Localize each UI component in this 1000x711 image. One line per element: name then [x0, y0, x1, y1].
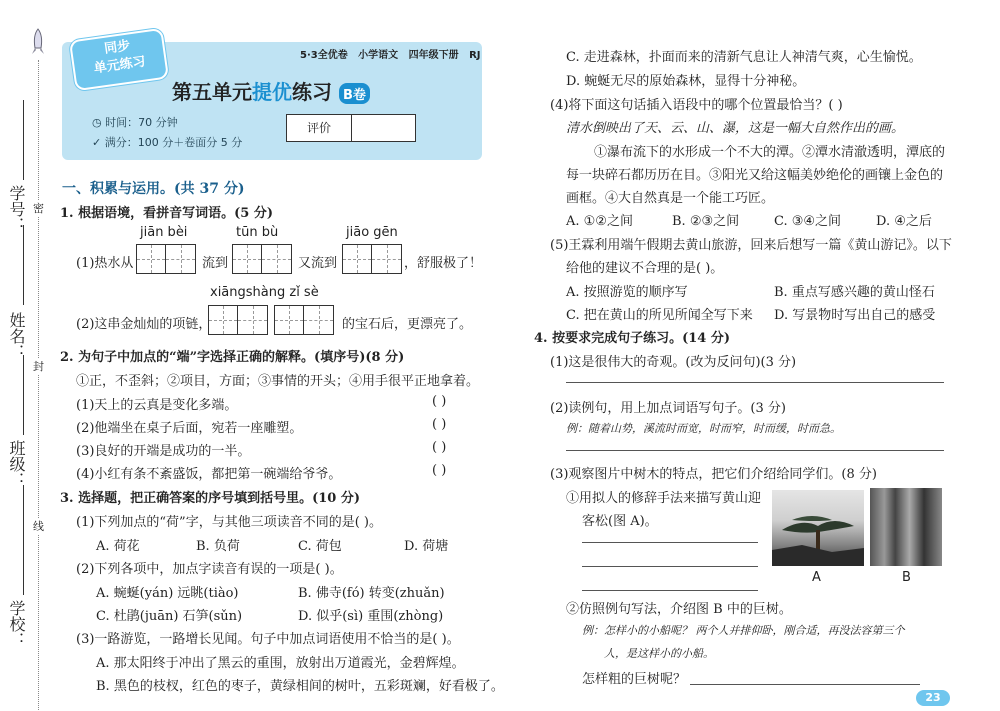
q3-2-question: (2)下列各项中，加点字读音有误的一项是( )。 [76, 562, 343, 577]
grade-name: 四年级下册 [408, 50, 459, 61]
q1-answer-boxes-2[interactable] [232, 244, 292, 274]
title-badge: B卷 [339, 83, 370, 104]
q3-4-quote: 清水倒映出了天、云、山、瀑，这是一幅大自然作出的画。 [566, 121, 905, 136]
q3-5-question-2: 给他的建议不合理的是( )。 [566, 261, 724, 276]
q3-2-option-c[interactable]: C. 杜鹃(juān) 石笋(sǔn) [96, 609, 243, 624]
q3-1-question: (1)下列加点的“荷”字，与其他三项读音不同的是( )。 [76, 515, 382, 530]
eval-field[interactable] [352, 115, 415, 141]
q4-3-2-example-2: 人，是这样小的小船。 [604, 647, 714, 660]
q4-3-1-line2: 客松(图 A)。 [582, 514, 658, 529]
q3-4-passage-3: 画框。④大自然真是一个能工巧匠。 [566, 191, 775, 206]
seal-mark-top: 密 [33, 202, 44, 215]
name-line [23, 225, 24, 305]
q4-2-example: 例：随着山势，溪流时而宽，时而窄，时而缓，时而急。 [566, 422, 841, 435]
q3-4-passage-2: 每一块碎石都历历在目。③阳光又给这幅美妙绝伦的画镶上金色的 [566, 168, 944, 183]
edition-name: RJ [469, 50, 481, 61]
student-id-line [23, 100, 24, 180]
q1-line1-d: ，舒服极了！ [404, 256, 483, 271]
q3-2-option-d[interactable]: D. 似乎(sì) 重围(zhòng) [298, 609, 444, 624]
eval-label: 评价 [287, 115, 352, 141]
q4-3-2-answer-line[interactable] [690, 684, 920, 685]
q4-3-2-example-1: 例：怎样小的小船呢？ 两个人并排仰卧，刚合适，再没法容第三个 [582, 624, 905, 637]
school-label: 学校： [7, 600, 26, 648]
q3-3-question: (3)一路游览，一路增长见闻。句子中加点词语使用不恰当的是( )。 [76, 632, 460, 647]
image-a-pine-tree [772, 490, 864, 566]
q1-answer-boxes-5[interactable] [274, 305, 334, 335]
q4-3-2-question: ②仿照例句写法，介绍图 B 中的巨树。 [566, 602, 792, 617]
q3-prompt: 3. 选择题，把正确答案的序号填到括号里。(10 分) [60, 491, 361, 506]
q2-item-1: (1)天上的云真是变化多端。 [76, 398, 238, 413]
q4-prompt: 4. 按要求完成句子练习。(14 分) [534, 331, 731, 346]
title-suffix: 练习 [292, 80, 332, 104]
q1-answer-boxes-4[interactable] [208, 305, 268, 335]
q3-1-option-a[interactable]: A. 荷花 [96, 539, 140, 554]
q1-line1-b: 流到 [202, 256, 229, 271]
student-id-label: 学号： [7, 185, 26, 233]
subject-name: 小学语文 [358, 50, 399, 61]
q2-item-2: (2)他端坐在桌子后面，宛若一座雕塑。 [76, 421, 303, 436]
q4-1-question: (1)这是很伟大的奇观。(改为反问句)(3 分) [550, 355, 797, 370]
q2-answer-4[interactable]: ( ) [432, 463, 447, 478]
q3-4-option-b[interactable]: B. ②③之间 [672, 214, 740, 229]
q2-prompt: 2. 为句子中加点的“端”字选择正确的解释。(填序号)(8 分) [60, 350, 405, 365]
q2-answer-1[interactable]: ( ) [432, 394, 447, 409]
q4-2-question: (2)读例句，用上加点词语写句子。(3 分) [550, 401, 786, 416]
q3-3-option-b[interactable]: B. 黑色的枝杈，红色的枣子，黄绿相间的树叶，五彩斑斓，好看极了。 [96, 679, 504, 694]
q3-1-option-b[interactable]: B. 负荷 [196, 539, 240, 554]
q2-definitions: ①正，不歪斜；②项目，方面；③事情的开头；④用手很平正地拿着。 [76, 374, 480, 389]
badge-line1: 同步 [103, 38, 132, 57]
q4-3-1-answer-line-1[interactable] [582, 542, 758, 543]
q1-pinyin-4: xiāngshàng zǐ sè [210, 285, 319, 300]
q1-prompt: 1. 根据语境，看拼音写词语。(5 分) [60, 206, 273, 221]
school-line [23, 485, 24, 595]
rocket-icon [30, 28, 46, 56]
q1-answer-boxes-3[interactable] [342, 244, 402, 274]
q1-pinyin-1: jiān bèi [140, 225, 188, 240]
class-label: 班级： [7, 440, 26, 488]
title-highlight: 提优 [252, 80, 292, 104]
seal-mark-mid: 封 [33, 360, 44, 373]
q1-pinyin-2: tūn bù [236, 225, 279, 240]
q3-2-option-b[interactable]: B. 佛寺(fó) 转变(zhuǎn) [298, 586, 445, 601]
q4-3-2-prompt: 怎样粗的巨树呢？ [582, 672, 687, 687]
q1-line2-a: (2)这串金灿灿的项链， [76, 317, 212, 332]
q3-5-option-a[interactable]: A. 按照游览的顺序写 [566, 285, 688, 300]
q1-pinyin-3: jiāo gēn [346, 225, 398, 240]
image-b-label: B [902, 570, 911, 585]
page-title [172, 76, 370, 105]
section1-title: 一、积累与运用。(共 37 分) [62, 181, 245, 197]
q4-3-1-line1: ①用拟人的修辞手法来描写黄山迎 [566, 491, 762, 506]
title-prefix: 第五单元 [172, 80, 252, 104]
q1-line1-c: 又流到 [298, 256, 338, 271]
q3-3-option-c[interactable]: C. 走进森林，扑面而来的清新气息让人神清气爽，心生愉悦。 [566, 50, 922, 65]
q4-3-1-answer-line-2[interactable] [582, 566, 758, 567]
q4-3-question: (3)观察图片中树木的特点，把它们介绍给同学们。(8 分) [550, 467, 877, 482]
seal-mark-bottom: 线 [33, 520, 44, 533]
q3-5-option-b[interactable]: B. 重点写感兴趣的黄山怪石 [774, 285, 935, 300]
q3-1-option-c[interactable]: C. 荷包 [298, 539, 342, 554]
q3-1-option-d[interactable]: D. 荷塘 [404, 539, 449, 554]
q4-2-answer-line[interactable] [566, 450, 944, 451]
q3-4-passage-1: ①瀑布流下的水形成一个不大的潭。②潭水清澈透明，潭底的 [594, 145, 946, 160]
q3-5-option-c[interactable]: C. 把在黄山的所见所闻全写下来 [566, 308, 753, 323]
q2-answer-3[interactable]: ( ) [432, 440, 447, 455]
q1-line1-a: (1)热水从 [76, 256, 134, 271]
q1-line2-b: 的宝石后，更漂亮了。 [342, 317, 473, 332]
q1-answer-boxes-1[interactable] [136, 244, 196, 274]
q3-2-option-a[interactable]: A. 蜿蜒(yán) 远眺(tiào) [96, 586, 239, 601]
header-meta [300, 46, 481, 61]
q4-3-1-answer-line-3[interactable] [582, 590, 758, 591]
time-info [92, 114, 178, 130]
image-a-label: A [812, 570, 821, 585]
q3-3-option-a[interactable]: A. 那太阳终于冲出了黑云的重围，放射出万道霞光，金碧辉煌。 [96, 656, 465, 671]
class-line [23, 355, 24, 435]
score-text: 满分：100 分＋卷面分 5 分 [104, 136, 243, 149]
time-text: 时间：70 分钟 [105, 116, 178, 129]
clock-icon: ◷ [92, 116, 106, 129]
image-b-giant-tree [870, 488, 942, 566]
evaluation-box [286, 114, 416, 142]
q2-answer-2[interactable]: ( ) [432, 417, 447, 432]
q3-5-question-1: (5)王霖利用端午假期去黄山旅游，回来后想写一篇《黄山游记》。以下 [550, 238, 952, 253]
q3-5-option-d[interactable]: D. 写景物时写出自己的感受 [774, 308, 936, 323]
q3-4-option-a[interactable]: A. ①②之间 [566, 214, 633, 229]
name-label: 姓名： [7, 312, 26, 360]
q2-item-4: (4)小红有条不紊盛饭，都把第一碗端给爷爷。 [76, 467, 342, 482]
q4-1-answer-line[interactable] [566, 382, 944, 383]
page-number [916, 690, 950, 706]
q3-4-question: (4)将下面这句话插入语段中的哪个位置最恰当？( ) [550, 98, 843, 113]
q3-4-option-d[interactable]: D. ④之后 [876, 214, 932, 229]
page-number-text: 23 [925, 691, 941, 704]
q2-item-3: (3)良好的开端是成功的一半。 [76, 444, 251, 459]
check-icon: ✓ [92, 136, 105, 149]
q3-4-option-c[interactable]: C. ③④之间 [774, 214, 842, 229]
q3-3-option-d[interactable]: D. 蜿蜒无尽的原始森林，显得十分神秘。 [566, 74, 806, 89]
binding-dotted-line [38, 60, 39, 710]
score-info [92, 134, 242, 150]
series-name: 5·3全优卷 [300, 50, 348, 61]
badge-line2: 单元练习 [93, 54, 147, 77]
